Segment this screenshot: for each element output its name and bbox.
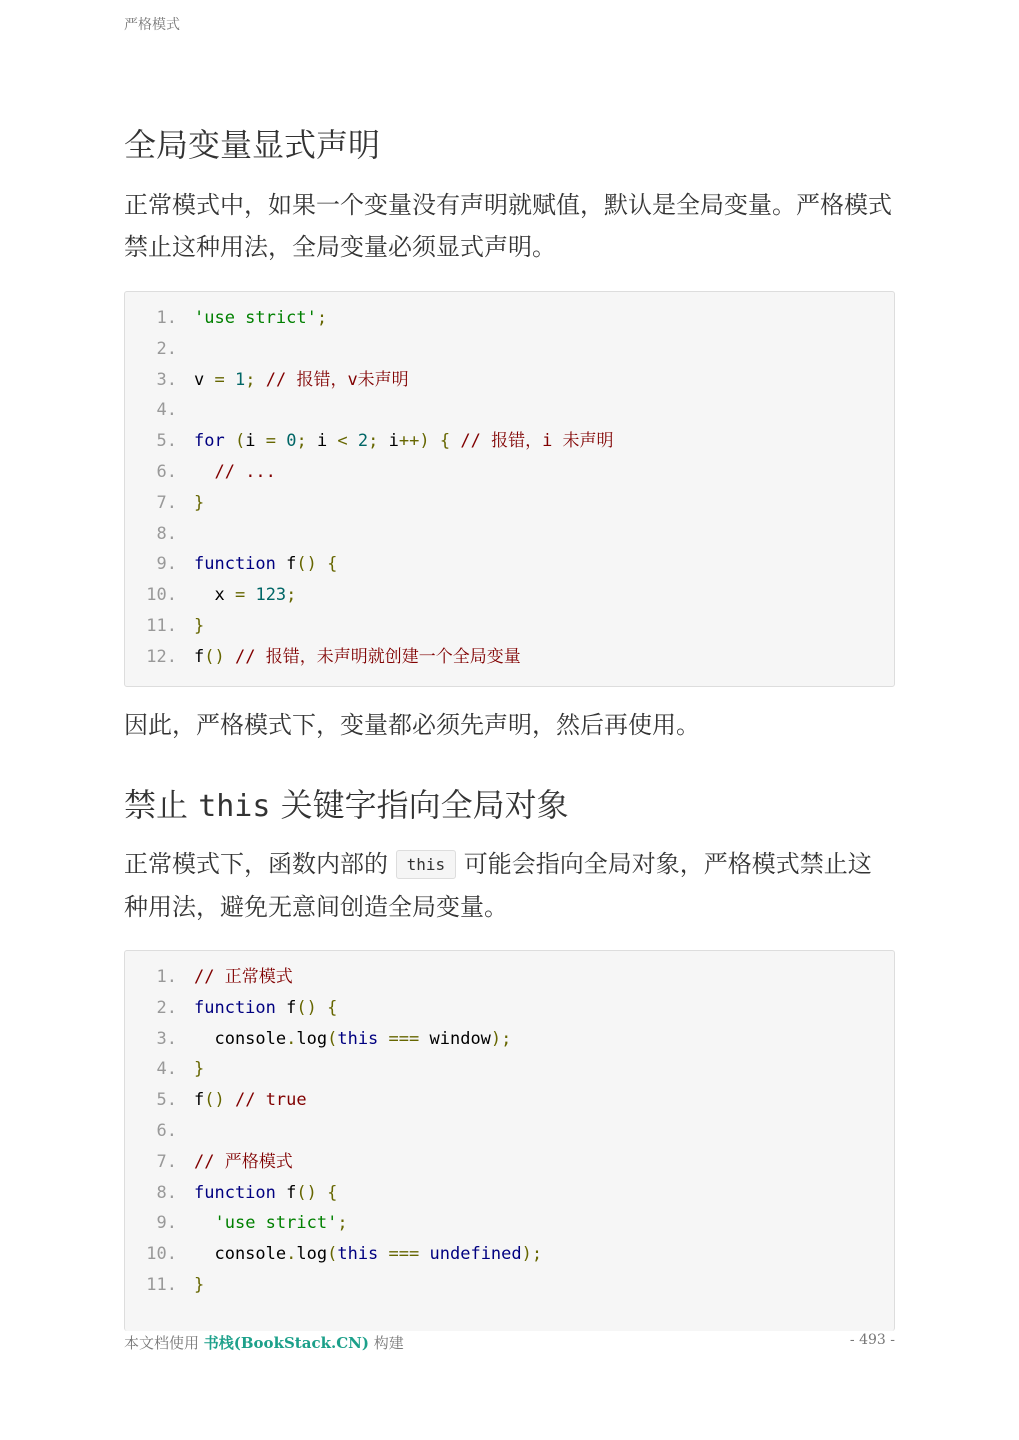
- code-text: [194, 580, 296, 611]
- line-number: 8.: [156, 523, 177, 544]
- code-token: ;: [296, 431, 307, 452]
- code-token: // 严格模式: [194, 1151, 293, 1172]
- code-line: [133, 580, 894, 611]
- code-token: 123: [255, 585, 287, 606]
- code-token: [450, 431, 460, 451]
- section-heading-global-vars: 全局变量显式声明: [124, 126, 381, 164]
- code-token: [378, 1029, 388, 1049]
- code-token: [225, 370, 235, 390]
- code-token: ;: [245, 369, 256, 390]
- code-token: [255, 370, 265, 390]
- code-token: ++): [398, 431, 430, 452]
- code-token: }: [194, 1274, 205, 1295]
- code-token: this: [337, 1244, 379, 1265]
- code-line: [133, 395, 894, 426]
- code-token: // 报错，未声明就创建一个全局变量: [234, 646, 521, 667]
- code-text: [194, 1054, 204, 1085]
- code-token: [378, 1244, 388, 1264]
- code-line: [133, 611, 894, 642]
- line-number: 1.: [156, 308, 177, 328]
- code-text: [194, 1208, 348, 1239]
- code-token: (: [234, 431, 246, 452]
- code-token: this: [337, 1028, 379, 1049]
- code-line: [133, 993, 894, 1024]
- line-number: 6.: [156, 461, 177, 482]
- code-lines: [133, 303, 894, 673]
- code-token: // ...: [214, 461, 276, 482]
- code-token: [348, 431, 358, 451]
- code-token: (): [296, 1182, 317, 1203]
- code-line: [133, 1178, 894, 1209]
- footer-prefix: 本文档使用: [124, 1334, 204, 1352]
- code-block-global-vars: [124, 291, 895, 687]
- code-token: =: [234, 585, 246, 606]
- code-token: (): [296, 997, 317, 1018]
- code-line: [133, 1085, 894, 1116]
- code-token: x: [194, 585, 235, 606]
- code-token: ;: [286, 585, 297, 606]
- code-token: =: [265, 431, 276, 452]
- code-token: window: [419, 1028, 491, 1049]
- code-line: [133, 303, 894, 334]
- line-number: 11.: [146, 1274, 177, 1295]
- code-block-this-keyword: [124, 950, 895, 1331]
- line-number: 2.: [156, 338, 177, 359]
- code-token: (: [327, 1028, 338, 1049]
- code-token: =: [214, 369, 225, 390]
- code-token: {: [327, 554, 338, 575]
- code-text: [194, 1178, 337, 1209]
- code-line: [133, 457, 894, 488]
- code-line: [133, 549, 894, 580]
- code-line: [133, 1270, 894, 1301]
- code-line: [133, 1116, 894, 1147]
- code-token: ===: [388, 1244, 420, 1265]
- running-header: 严格模式: [124, 17, 180, 33]
- code-token: 'use strict': [214, 1213, 338, 1234]
- code-token: ===: [388, 1028, 420, 1049]
- code-token: [225, 1090, 235, 1110]
- code-text: [194, 365, 409, 396]
- page-number: - 493 -: [849, 1332, 895, 1348]
- code-token: function: [194, 997, 276, 1018]
- code-token: // 报错，v未声明: [265, 369, 409, 390]
- code-token: [194, 462, 214, 482]
- section-heading-this-keyword: [124, 780, 569, 826]
- code-token: .: [286, 1244, 297, 1265]
- code-line: [133, 962, 894, 993]
- line-number: 5.: [156, 1090, 177, 1111]
- code-token: {: [439, 431, 451, 452]
- code-text: [194, 1085, 307, 1116]
- code-line: [133, 1147, 894, 1178]
- code-token: ;: [316, 308, 328, 328]
- footer-brand-link[interactable]: 书栈(BookStack.CN): [203, 1334, 369, 1352]
- code-token: (): [296, 554, 317, 575]
- code-token: i: [245, 431, 266, 452]
- line-number: 2.: [156, 997, 177, 1018]
- code-text: [194, 426, 614, 457]
- code-token: );: [490, 1028, 512, 1049]
- code-text: [194, 457, 276, 488]
- code-token: log: [296, 1244, 328, 1265]
- code-token: // 正常模式: [194, 967, 293, 987]
- code-line: [133, 426, 894, 457]
- inline-code-this: this: [396, 850, 457, 879]
- heading-text-before: 禁止: [124, 786, 199, 824]
- code-line: [133, 1054, 894, 1085]
- code-token: 1: [234, 369, 246, 390]
- code-token: f: [275, 554, 297, 575]
- code-token: console: [194, 1028, 287, 1049]
- code-token: {: [327, 1182, 338, 1203]
- code-token: .: [286, 1028, 297, 1049]
- code-token: }: [194, 615, 205, 636]
- code-text: [194, 1024, 511, 1055]
- code-token: [317, 1183, 327, 1203]
- code-lines: [133, 962, 894, 1301]
- code-token: // 报错，i 未声明: [460, 431, 614, 452]
- code-token: ;: [337, 1213, 348, 1234]
- code-token: );: [521, 1244, 543, 1265]
- code-token: 'use strict': [194, 308, 317, 328]
- line-number: 10.: [146, 585, 177, 606]
- code-text: [194, 993, 337, 1024]
- code-token: [194, 1213, 214, 1233]
- code-line: [133, 488, 894, 519]
- code-token: (: [327, 1244, 338, 1265]
- code-token: log: [296, 1028, 328, 1049]
- code-line: [133, 365, 894, 396]
- line-number: 7.: [156, 1151, 177, 1172]
- code-token: function: [194, 554, 276, 575]
- heading-text-after: 关键字指向全局对象: [270, 786, 569, 824]
- code-token: // true: [234, 1090, 307, 1111]
- code-text: [194, 962, 293, 993]
- code-token: [317, 998, 327, 1018]
- paragraph-global-vars-intro: 正常模式中，如果一个变量没有声明就赋值，默认是全局变量。严格模式禁止这种用法，全局变量必须显式声明。: [124, 191, 892, 261]
- code-token: [225, 431, 235, 451]
- line-number: 4.: [156, 1059, 177, 1080]
- line-number: 9.: [156, 1213, 177, 1234]
- page-footer: [124, 1332, 895, 1353]
- code-token: [245, 585, 255, 605]
- code-token: i: [306, 431, 338, 452]
- paragraph-this-intro: [124, 843, 895, 928]
- code-token: <: [337, 431, 348, 452]
- code-token: [430, 431, 440, 451]
- code-token: f: [275, 1182, 297, 1203]
- code-token: [276, 431, 286, 451]
- code-text: [194, 1147, 293, 1178]
- line-number: 7.: [156, 492, 177, 513]
- code-line: [133, 334, 894, 365]
- code-token: [419, 1244, 429, 1264]
- line-number: 5.: [156, 431, 177, 452]
- code-line: [133, 1239, 894, 1270]
- code-text: [194, 642, 521, 673]
- code-text: [194, 549, 337, 580]
- line-number: 12.: [146, 646, 177, 667]
- intro-text-before: 正常模式下，函数内部的: [124, 850, 396, 878]
- code-token: }: [194, 1059, 205, 1080]
- code-token: f: [194, 1090, 205, 1111]
- line-number: 1.: [156, 967, 177, 987]
- code-token: [317, 554, 327, 574]
- code-token: v: [194, 369, 215, 390]
- code-text: [194, 1270, 204, 1301]
- intro-text-after: 可能会指向全局对象，严格模式禁止这种用法，避免无意间创造全局变量。: [124, 850, 872, 921]
- code-line: [133, 642, 894, 673]
- line-number: 4.: [156, 400, 177, 421]
- code-token: }: [194, 492, 205, 513]
- code-text: [194, 488, 204, 519]
- code-token: [225, 647, 235, 667]
- code-text: [194, 611, 204, 642]
- code-token: undefined: [429, 1244, 522, 1265]
- code-token: console: [194, 1244, 287, 1265]
- code-text: [194, 303, 327, 334]
- code-token: f: [194, 646, 205, 667]
- line-number: 3.: [156, 369, 177, 390]
- code-line: [133, 1208, 894, 1239]
- line-number: 8.: [156, 1182, 177, 1203]
- code-token: i: [378, 431, 399, 452]
- heading-code-this: this: [198, 789, 271, 824]
- code-token: for: [194, 431, 225, 452]
- code-token: function: [194, 1182, 276, 1203]
- paragraph-declare-first: 因此，严格模式下，变量都必须先声明，然后再使用。: [124, 711, 700, 739]
- line-number: 11.: [146, 615, 177, 636]
- code-token: 2: [357, 431, 369, 452]
- code-token: {: [327, 997, 338, 1018]
- code-line: [133, 519, 894, 550]
- line-number: 3.: [156, 1028, 177, 1049]
- code-text: [194, 1239, 542, 1270]
- code-line: [133, 1024, 894, 1055]
- line-number: 10.: [146, 1244, 177, 1265]
- code-token: ;: [368, 431, 379, 452]
- code-token: 0: [286, 431, 297, 452]
- line-number: 6.: [156, 1120, 177, 1141]
- footer-suffix: 构建: [368, 1334, 404, 1352]
- code-token: (): [204, 646, 225, 667]
- code-token: (): [204, 1090, 225, 1111]
- line-number: 9.: [156, 554, 177, 575]
- code-token: f: [275, 997, 297, 1018]
